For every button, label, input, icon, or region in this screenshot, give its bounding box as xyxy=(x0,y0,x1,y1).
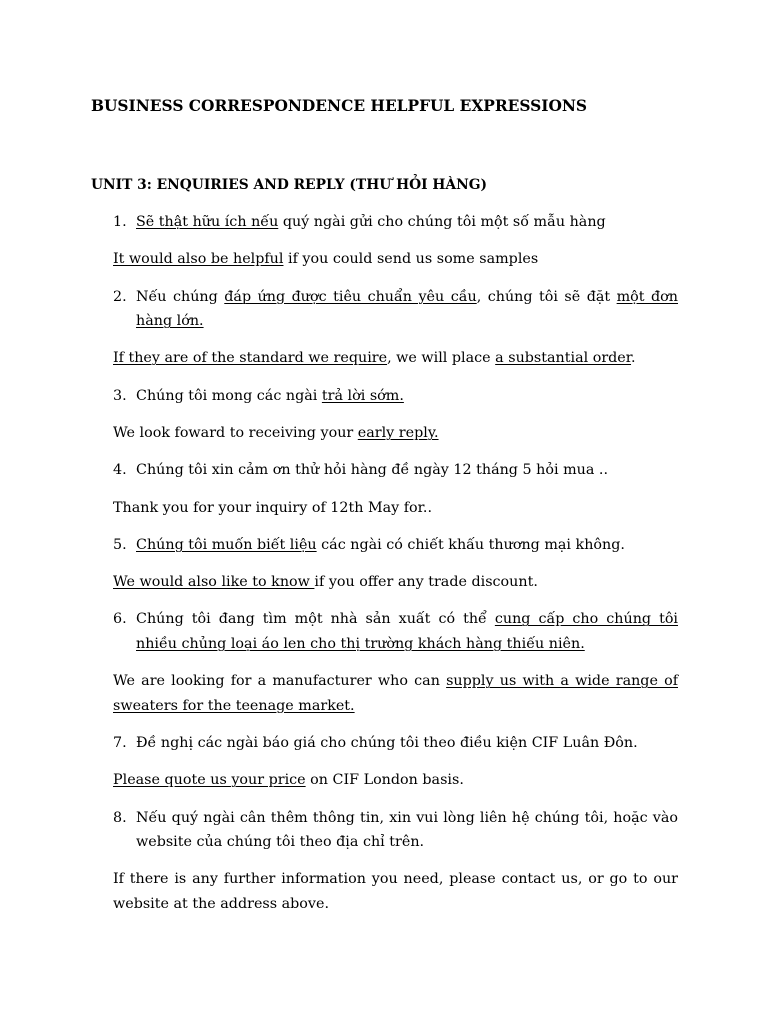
text-segment: Nếu quý ngài cân thêm thông tin, xin vui lòng liên hệ chúng tôi, hoặc vào xyxy=(136,809,678,826)
english-translation xyxy=(113,346,678,371)
item-number: 1. xyxy=(113,214,127,230)
text-line xyxy=(113,867,678,892)
underlined-phrase: early reply. xyxy=(357,424,439,441)
vietnamese-sentence xyxy=(113,731,678,756)
text-segment: Chúng tôi xin cảm ơn thử hỏi hàng đề ngày 12 tháng 5 hỏi mua .. xyxy=(136,462,608,479)
text-line xyxy=(136,210,678,235)
english-translation xyxy=(113,247,678,272)
text-segment: Nếu chúng xyxy=(136,288,225,305)
text-segment: if you could send us some samples xyxy=(283,251,539,268)
text-line xyxy=(136,806,678,831)
text-segment: Chúng tôi mong các ngài xyxy=(136,387,322,404)
item-number: 8. xyxy=(113,809,127,826)
underlined-phrase: If they are of the standard we require xyxy=(113,350,388,367)
vietnamese-sentence xyxy=(113,806,678,855)
text-line xyxy=(113,421,678,446)
text-line xyxy=(136,731,678,756)
text-segment: , we will place xyxy=(387,350,496,367)
text-line xyxy=(113,247,678,272)
text-line xyxy=(113,346,678,371)
underlined-phrase: a substantial order xyxy=(495,350,632,367)
unit-heading: UNIT 3: ENQUIRIES AND REPLY (THƯ HỎI HÀNG) xyxy=(91,177,488,193)
expression-item xyxy=(113,731,678,793)
underlined-phrase: Chúng tôi muốn biết liệu xyxy=(136,536,317,553)
expression-item xyxy=(113,806,678,917)
document-title: BUSINESS CORRESPONDENCE HELPFUL EXPRESSIONS xyxy=(91,97,588,115)
text-segment: Đề nghị các ngài báo giá cho chúng tôi theo điều kiện CIF Luân Đôn. xyxy=(136,735,638,752)
underlined-phrase: đáp ứng được tiêu chuẩn yêu cầu xyxy=(224,288,477,305)
vietnamese-text xyxy=(136,285,678,334)
underlined-phrase: hàng lớn. xyxy=(136,313,204,330)
vietnamese-text xyxy=(136,384,678,409)
text-segment: We look foward to receiving your xyxy=(113,424,358,441)
text-segment: các ngài có chiết khấu thương mại không. xyxy=(316,536,625,553)
vietnamese-text xyxy=(136,533,678,558)
text-line xyxy=(136,830,678,855)
text-segment: We are looking for a manufacturer who can xyxy=(113,673,447,690)
expression-list xyxy=(113,210,678,929)
vietnamese-sentence xyxy=(113,458,678,483)
vietnamese-sentence xyxy=(113,607,678,656)
underlined-phrase: trả lời sớm. xyxy=(321,387,404,404)
text-line xyxy=(136,285,678,310)
underlined-phrase: supply us with a wide range of xyxy=(446,673,678,690)
underlined-phrase: It would also be helpful xyxy=(113,251,284,268)
vietnamese-text xyxy=(136,210,678,235)
vietnamese-sentence xyxy=(113,533,678,558)
vietnamese-text xyxy=(136,458,678,483)
vietnamese-sentence xyxy=(113,285,678,334)
text-line xyxy=(113,669,678,694)
english-translation xyxy=(113,669,678,718)
text-line xyxy=(136,458,678,483)
expression-item xyxy=(113,210,678,272)
underlined-phrase: nhiều chủng loại áo len cho thị trường khách hàng thiếu niên. xyxy=(136,635,585,652)
item-number: 3. xyxy=(113,387,127,404)
expression-item xyxy=(113,384,678,446)
text-segment: Thank you for your inquiry of 12th May for.. xyxy=(113,499,433,516)
english-translation xyxy=(113,421,678,446)
text-line xyxy=(113,694,678,719)
vietnamese-text xyxy=(136,731,678,756)
expression-item xyxy=(113,533,678,595)
text-segment: quý ngài gửi cho chúng tôi một số mẫu hàng xyxy=(278,214,606,230)
english-translation xyxy=(113,867,678,916)
text-segment: on CIF London basis. xyxy=(305,772,464,789)
text-line xyxy=(113,768,678,793)
text-line xyxy=(113,496,678,521)
text-segment: , chúng tôi sẽ đặt xyxy=(476,288,617,305)
item-number: 5. xyxy=(113,536,127,553)
underlined-phrase: một đơn xyxy=(616,288,678,305)
text-line xyxy=(136,632,678,657)
text-line xyxy=(136,309,678,334)
vietnamese-text xyxy=(136,806,678,855)
text-segment: website của chúng tôi theo địa chỉ trên. xyxy=(136,834,425,851)
text-segment: website at the address above. xyxy=(113,895,329,912)
text-line xyxy=(113,892,678,917)
underlined-phrase: Sẽ thật hữu ích nếu xyxy=(136,214,279,230)
item-number: 2. xyxy=(113,288,127,305)
expression-item xyxy=(113,285,678,371)
text-segment: If there is any further information you need, please contact us, or go to our xyxy=(113,871,678,888)
english-translation xyxy=(113,768,678,793)
text-line xyxy=(136,533,678,558)
underlined-phrase: cung cấp cho chúng tôi xyxy=(494,611,679,628)
item-number: 7. xyxy=(113,735,127,752)
item-number: 4. xyxy=(113,462,127,479)
item-number: 6. xyxy=(113,611,127,628)
underlined-phrase: We would also like to know xyxy=(113,574,315,591)
vietnamese-text xyxy=(136,607,678,656)
english-translation xyxy=(113,570,678,595)
vietnamese-sentence xyxy=(113,384,678,409)
english-translation xyxy=(113,496,678,521)
text-line xyxy=(136,384,678,409)
text-segment: . xyxy=(631,350,636,367)
vietnamese-sentence xyxy=(113,210,678,235)
underlined-phrase: Please quote us your price xyxy=(113,772,306,789)
expression-item xyxy=(113,607,678,718)
underlined-phrase: sweaters for the teenage market. xyxy=(113,697,355,714)
text-line xyxy=(136,607,678,632)
text-line xyxy=(113,570,678,595)
text-segment: if you offer any trade discount. xyxy=(314,574,538,591)
expression-item xyxy=(113,458,678,520)
text-segment: Chúng tôi đang tìm một nhà sản xuất có thể xyxy=(136,611,495,628)
